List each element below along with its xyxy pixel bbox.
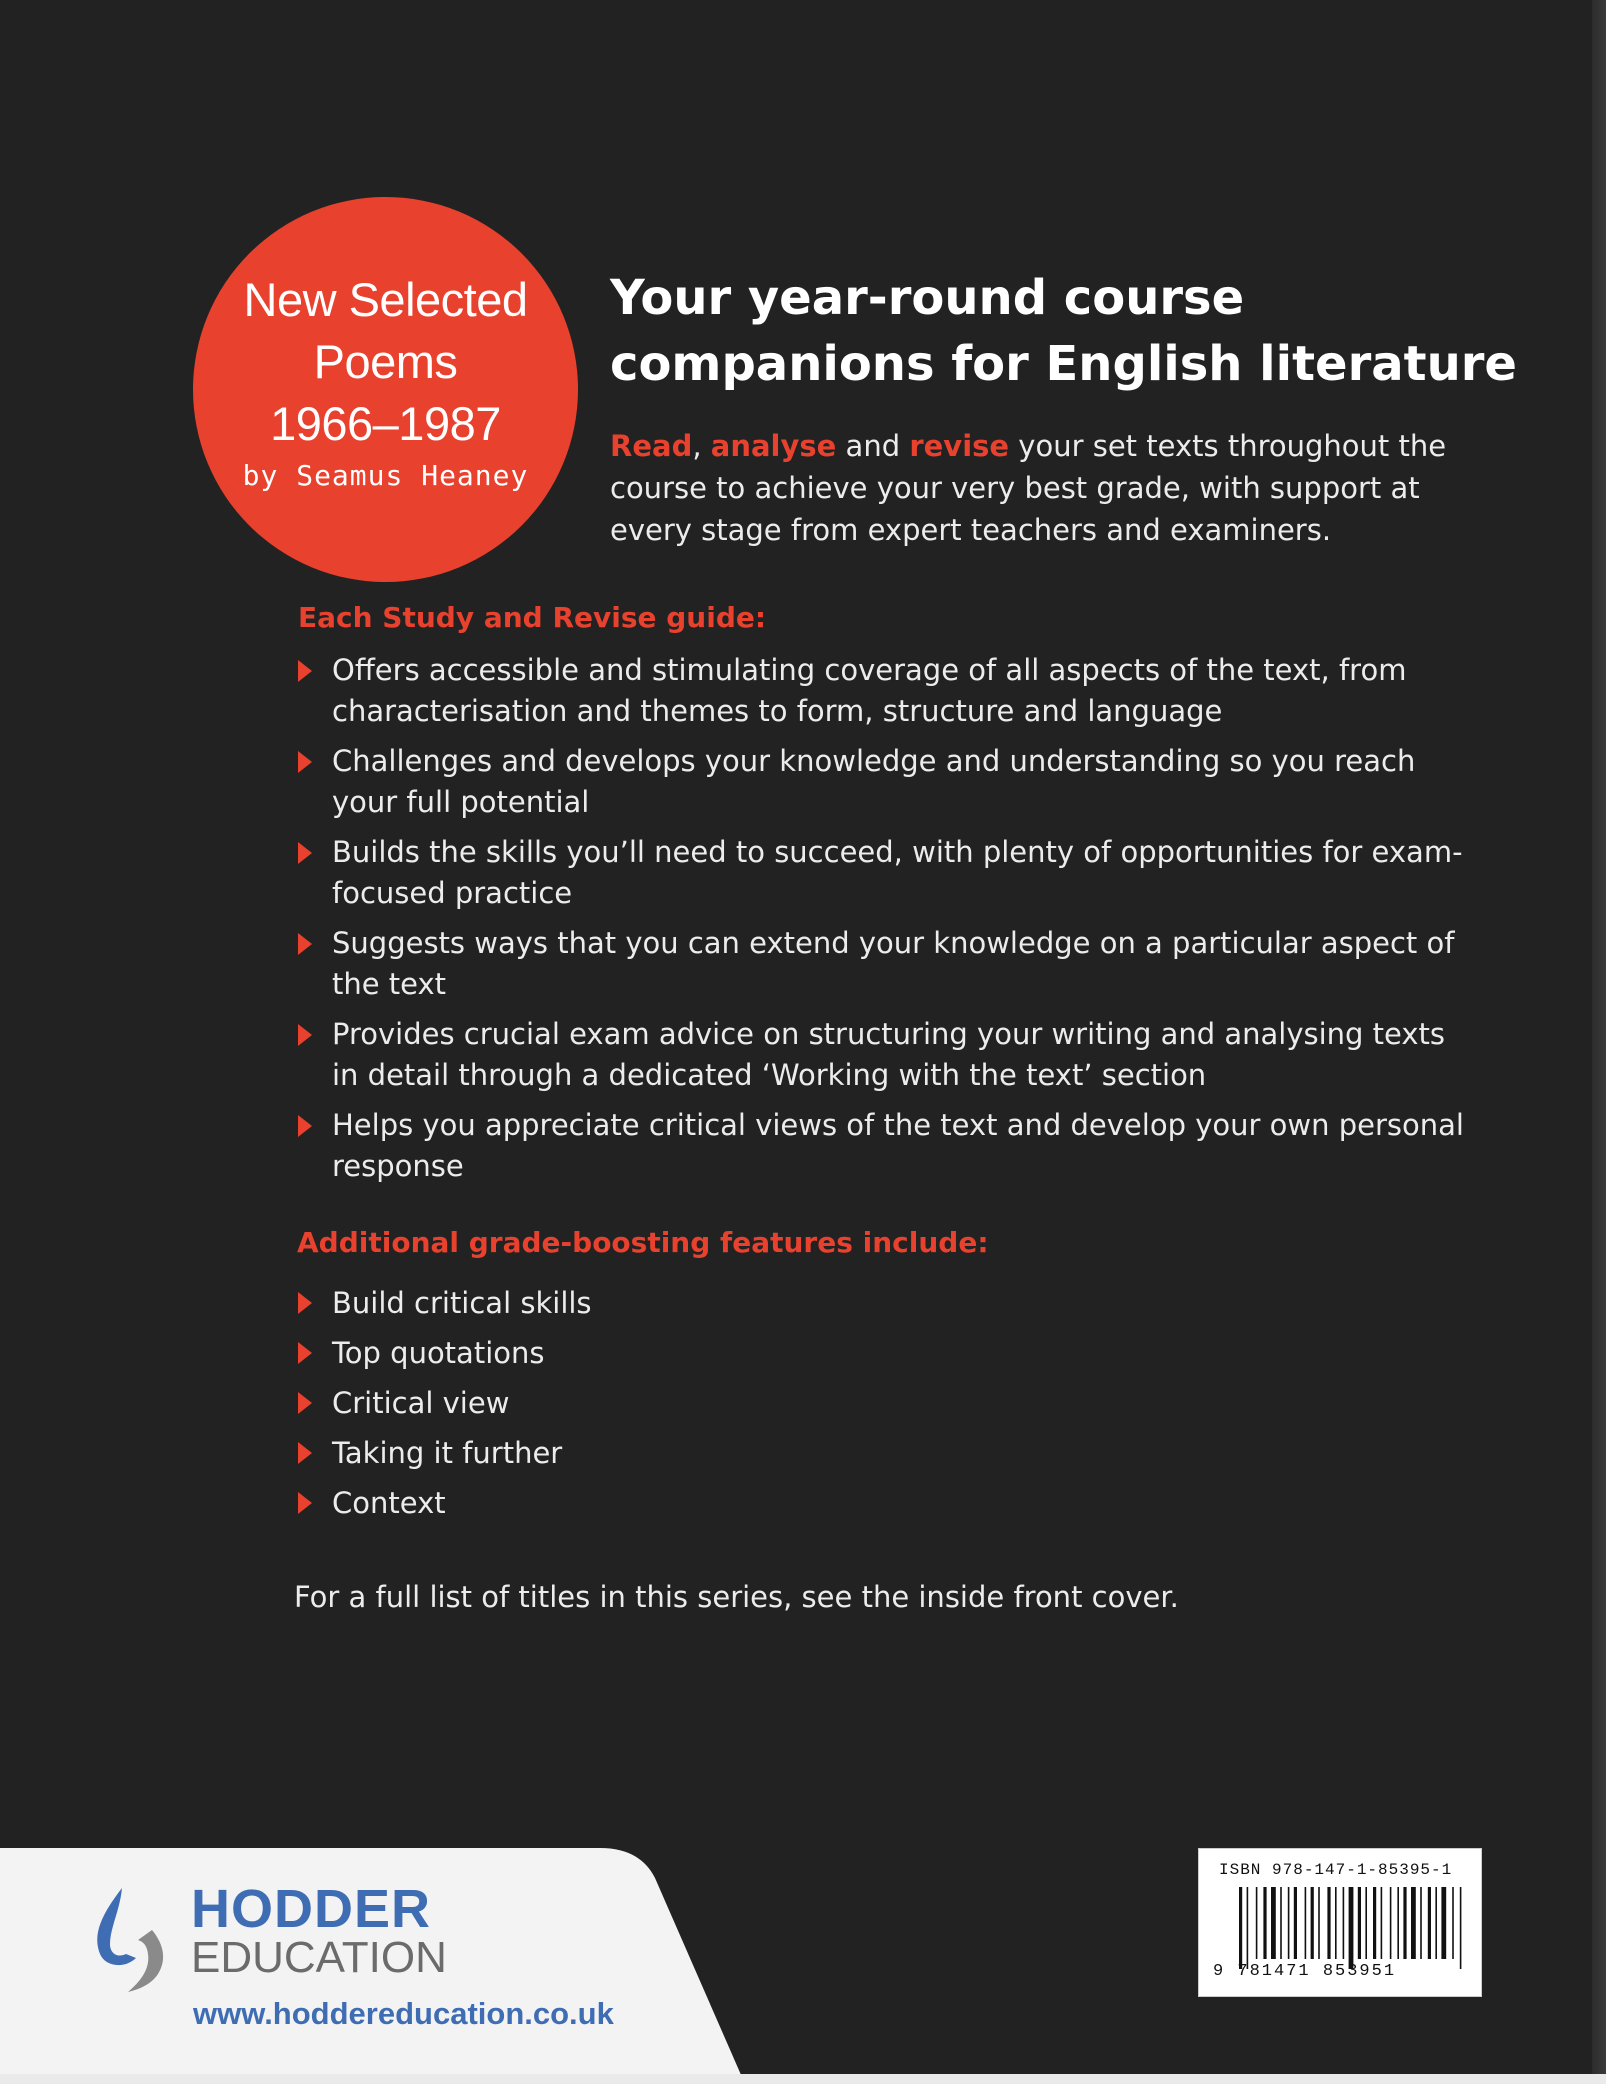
headline-line: Your year-round course bbox=[610, 270, 1245, 326]
barcode-bar bbox=[1441, 1887, 1446, 1959]
barcode-bar bbox=[1305, 1887, 1307, 1959]
badge-title bbox=[193, 269, 578, 455]
hodder-logo-icon bbox=[92, 1884, 176, 1994]
list-item bbox=[296, 1382, 1476, 1424]
barcode-bar bbox=[1280, 1887, 1282, 1959]
headline bbox=[610, 265, 1530, 397]
barcode-bar bbox=[1335, 1887, 1337, 1959]
list-item bbox=[296, 650, 1476, 732]
triangle-bullet-icon bbox=[298, 1492, 312, 1514]
list-item bbox=[296, 923, 1476, 1005]
badge-title-line: New Selected bbox=[243, 273, 528, 326]
barcode-bar bbox=[1397, 1887, 1399, 1959]
intro-rest: your set texts throughout the course to achieve your very best grade, with support at every stage from expert teachers and examiners. bbox=[610, 429, 1447, 547]
list-item-text: Provides crucial exam advice on structuring your writing and analysing texts in detail through a dedicated ‘Working with the text’ section bbox=[332, 1017, 1446, 1092]
triangle-bullet-icon bbox=[298, 660, 312, 682]
intro-sep: , bbox=[692, 429, 702, 463]
list-item bbox=[296, 1482, 1476, 1524]
intro-paragraph bbox=[610, 425, 1490, 551]
list-item bbox=[296, 1014, 1476, 1096]
title-badge bbox=[193, 197, 578, 582]
badge-title-line: Poems bbox=[313, 335, 458, 388]
headline-line: companions for English literature bbox=[610, 336, 1517, 392]
section-heading-features: Additional grade-boosting features include: bbox=[297, 1226, 989, 1259]
barcode-bar bbox=[1381, 1887, 1383, 1959]
intro-and: and bbox=[845, 429, 901, 463]
list-item-text: Challenges and develops your knowledge and understanding so you reach your full potential bbox=[332, 744, 1416, 819]
triangle-bullet-icon bbox=[298, 1024, 312, 1046]
triangle-bullet-icon bbox=[298, 842, 312, 864]
publisher-url: www.hoddereducation.co.uk bbox=[193, 1996, 614, 2031]
list-item-text: Critical view bbox=[332, 1386, 510, 1420]
series-note: For a full list of titles in this series, see the inside front cover. bbox=[294, 1580, 1179, 1614]
guide-features-list bbox=[296, 650, 1476, 1196]
list-item-text: Builds the skills you’ll need to succeed, with plenty of opportunities for exam-focused practice bbox=[332, 835, 1463, 910]
badge-title-line: 1966–1987 bbox=[270, 397, 501, 450]
list-item bbox=[296, 1332, 1476, 1374]
list-item bbox=[296, 1432, 1476, 1474]
list-item-text: Taking it further bbox=[332, 1436, 563, 1470]
barcode-bar bbox=[1327, 1887, 1330, 1959]
list-item bbox=[296, 1105, 1476, 1187]
section-heading-guide: Each Study and Revise guide: bbox=[298, 601, 767, 634]
barcode-bar bbox=[1403, 1887, 1406, 1959]
barcode-bar bbox=[1373, 1887, 1376, 1959]
intro-read: Read bbox=[610, 429, 693, 463]
barcode-bar bbox=[1343, 1887, 1345, 1959]
barcode-bar bbox=[1390, 1887, 1392, 1959]
list-item-text: Offers accessible and stimulating coverage of all aspects of the text, from characterisation and themes to form, structure and language bbox=[332, 653, 1407, 728]
barcode-bar bbox=[1263, 1887, 1266, 1959]
list-item-text: Build critical skills bbox=[332, 1286, 592, 1320]
badge-author: by Seamus Heaney bbox=[242, 459, 529, 492]
barcode-bar bbox=[1460, 1887, 1462, 1969]
list-item-text: Suggests ways that you can extend your knowledge on a particular aspect of the text bbox=[332, 926, 1455, 1001]
triangle-bullet-icon bbox=[298, 1115, 312, 1137]
barcode-bar bbox=[1428, 1887, 1431, 1959]
isbn-label: ISBN 978-147-1-85395-1 bbox=[1219, 1861, 1453, 1879]
triangle-bullet-icon bbox=[298, 1292, 312, 1314]
intro-analyse: analyse bbox=[710, 429, 837, 463]
extra-features-list bbox=[296, 1282, 1476, 1532]
barcode-box bbox=[1198, 1848, 1482, 1997]
barcode-bar bbox=[1256, 1887, 1258, 1959]
triangle-bullet-icon bbox=[298, 1392, 312, 1414]
barcode-bar bbox=[1349, 1887, 1354, 1969]
list-item-text: Context bbox=[332, 1486, 446, 1520]
barcode-bar bbox=[1239, 1887, 1242, 1969]
list-item-text: Top quotations bbox=[332, 1336, 545, 1370]
list-item bbox=[296, 1282, 1476, 1324]
intro-revise: revise bbox=[909, 429, 1010, 463]
barcode-bar bbox=[1288, 1887, 1290, 1959]
barcode-bar bbox=[1411, 1887, 1416, 1959]
cover-edge bbox=[1592, 0, 1606, 2084]
barcode-bar bbox=[1311, 1887, 1314, 1959]
barcode-bar bbox=[1435, 1887, 1437, 1959]
barcode-bar bbox=[1358, 1887, 1361, 1959]
barcode-bar bbox=[1452, 1887, 1454, 1959]
triangle-bullet-icon bbox=[298, 751, 312, 773]
triangle-bullet-icon bbox=[298, 1342, 312, 1364]
barcode-digits: 9 781471 853951 bbox=[1213, 1962, 1397, 1981]
triangle-bullet-icon bbox=[298, 1442, 312, 1464]
triangle-bullet-icon bbox=[298, 933, 312, 955]
barcode-bar bbox=[1271, 1887, 1276, 1959]
list-item bbox=[296, 832, 1476, 914]
barcode-bar bbox=[1365, 1887, 1367, 1959]
barcode-bar bbox=[1318, 1887, 1320, 1959]
barcode-bar bbox=[1420, 1887, 1422, 1959]
barcode-bar bbox=[1247, 1887, 1249, 1969]
publisher-name: HODDER bbox=[191, 1879, 432, 1939]
list-item-text: Helps you appreciate critical views of the text and develop your own personal response bbox=[332, 1108, 1464, 1183]
barcode-bar bbox=[1294, 1887, 1297, 1959]
list-item bbox=[296, 741, 1476, 823]
publisher-division: EDUCATION bbox=[191, 1933, 447, 1982]
